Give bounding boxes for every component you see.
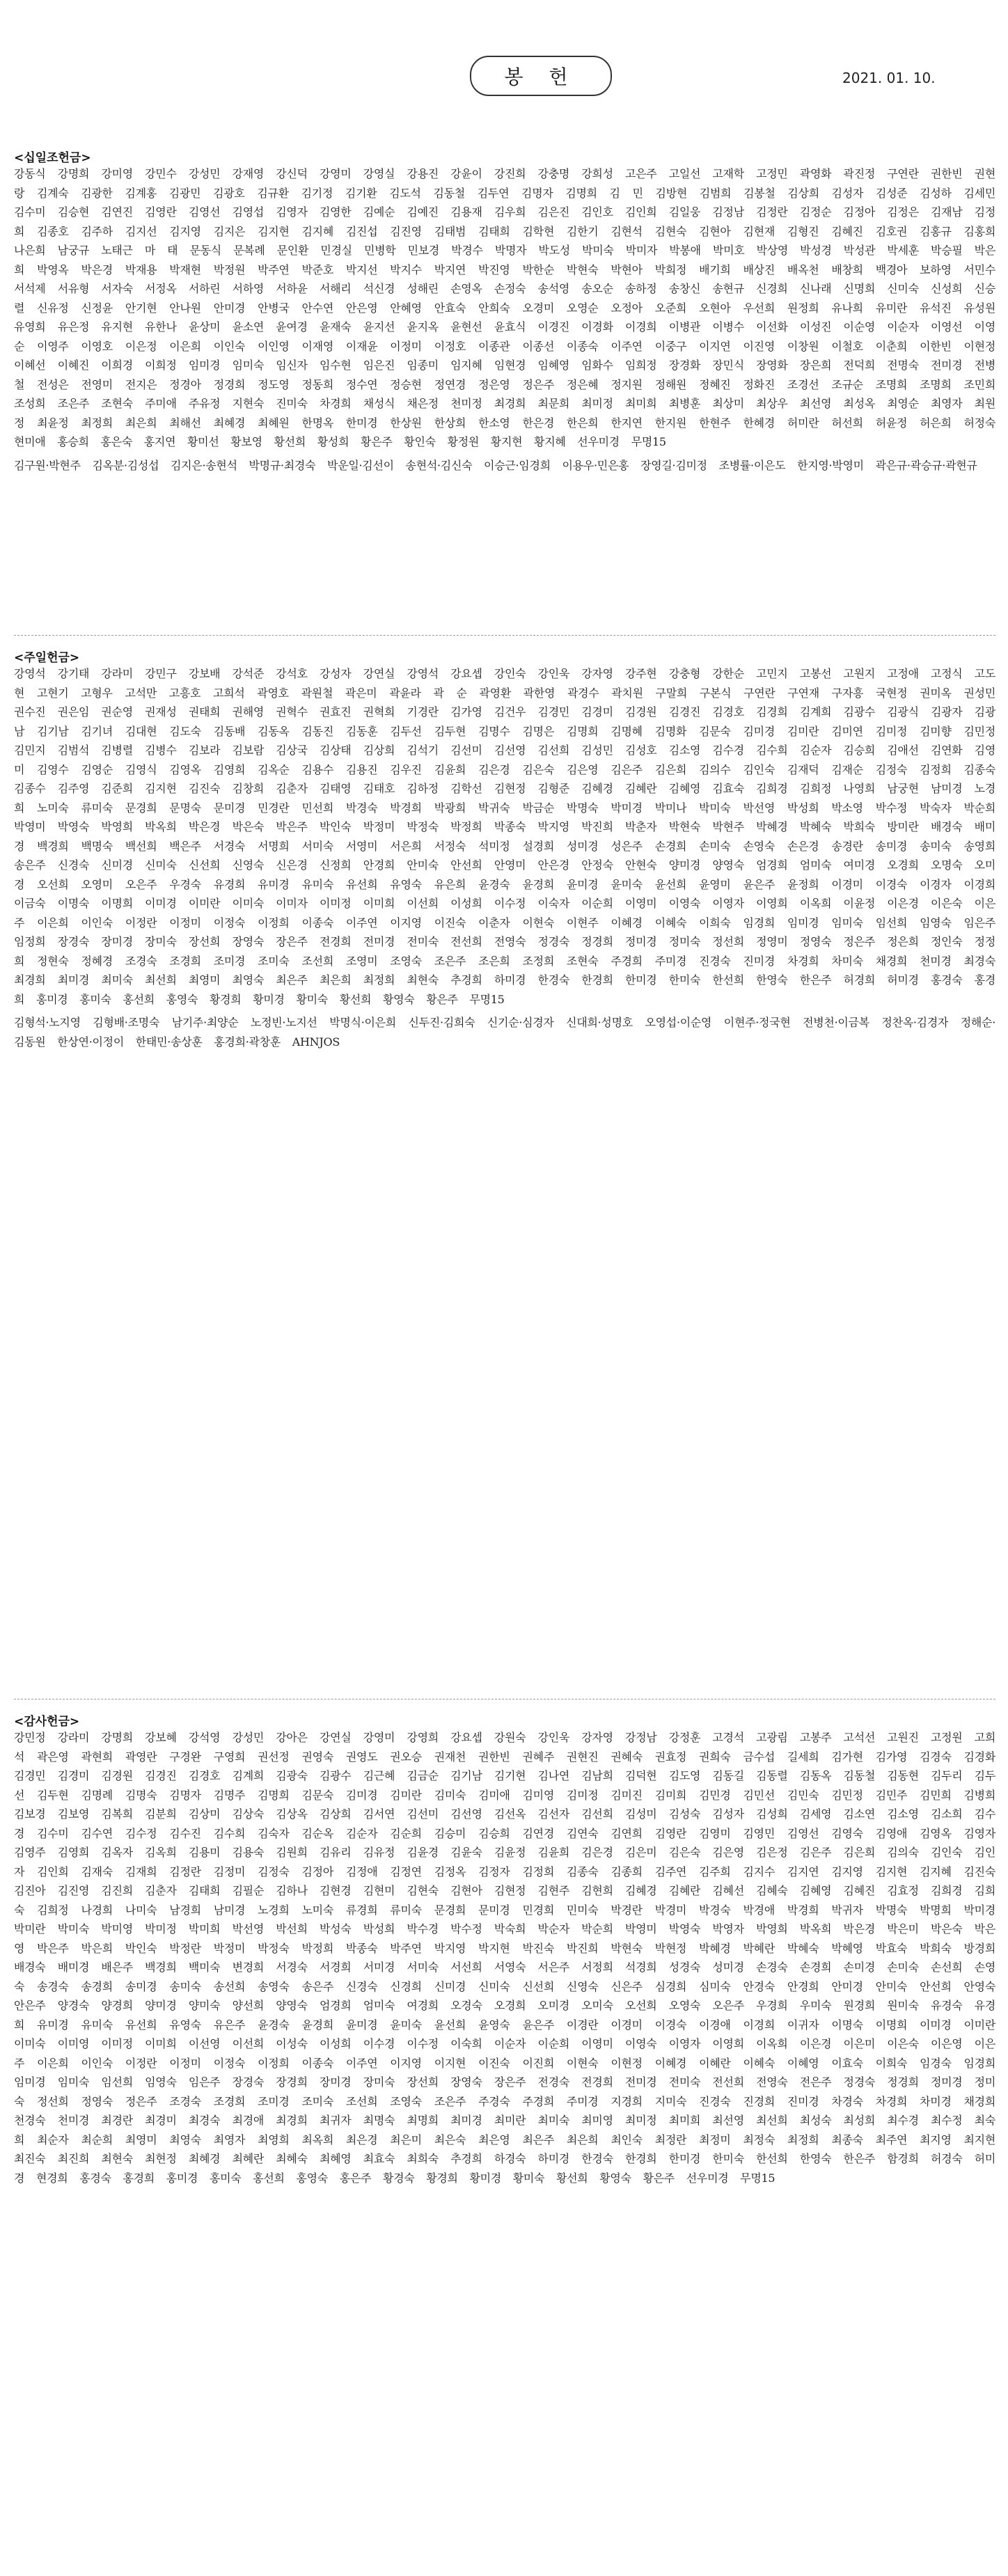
page-title: 봉 헌 xyxy=(470,56,612,96)
section-title: <주일헌금> xyxy=(14,651,80,665)
divider xyxy=(14,635,995,636)
section-tithe xyxy=(0,148,1008,628)
name-list-text: 강영석 강기태 강라미 강민구 강보배 강석준 강석호 강성자 강연실 강영석 강요셉 강인숙 강인욱 강자영 강주현 강충형 강한순 고민지 고봉선 고원지 고정애 고정식 고도현 고현기 고형우 고석만 고흥호 고희석 곽영호 곽원철 곽은미 곽윤라 곽 순 곽영환 곽한영 곽경수 곽치원 구말희 구본식 구연란 구연재 구자흥 국현정 권미옥 권성민 권수진 권은임 권순영 권재성 권태희 권해영 권혁수 권효진 권혁희 기경란 김가영 김건우 김경민 김경미 김경원 김경진 김경호 김경희 김계희 김광수 김광식 김광자 김광남 김기남 김기녀 김대현 김도숙 김동배 김동옥 김동진 김동훈 김두선 김두현 김명수 김명은 김명희 김명혜 김명화 김문숙 김미경 김미란 김미연 김미정 김미향 김민정 김민지 김범석 김병렬 김병수 김보라 김보람 김상국 김상태 김상희 김석기 김선미 김선영 김선희 김성민 김성호 김소영 김수경 김수희 김순자 김승희 김애선 김연화 김영미 김영수 김영순 김영식 김영옥 김영희 김옥순 김용수 김용진 김우진 김윤희 김은경 김은숙 김은영 김은주 김은희 김의수 김인숙 김재덕 김재순 김정숙 김정희 김종숙 김종수 김주영 김준희 김지현 김진숙 김창희 김춘자 김태영 김태호 김하정 김학선 김현정 김형준 김혜경 김혜란 김혜영 김효숙 김희경 김희정 나영희 남궁현 남미경 노경희 노미숙 류미숙 문경희 문명숙 문미경 민경란 민선희 박경숙 박경희 박광희 박귀숙 박금순 박명숙 박미경 박미나 박미숙 박선영 박성희 박소영 박수정 박숙자 박순희 박영미 박영숙 박영희 박옥희 박은경 박은숙 박은주 박인숙 박정미 박정숙 박정희 박종숙 박지영 박진희 박춘자 박현숙 박현주 박혜경 박혜숙 박희숙 방미란 배경숙 배미경 백경희 백명숙 백선희 백은주 서경숙 서명희 서미숙 서영미 서은희 서정숙 석미정 설경희 성미경 성은주 손경희 손미숙 손영숙 손은경 송경란 송미경 송미숙 송영희 송은주 신경숙 신미경 신미숙 신선희 신영숙 신은경 신정희 안경희 안미숙 안선희 안영미 안은경 안정숙 안현숙 양미경 양영숙 엄경희 엄미숙 여미경 오경희 오명숙 오미경 오선희 오영미 오은주 우경숙 유경희 유미경 유미숙 유선희 유영숙 유은희 윤경숙 윤경희 윤미경 윤미숙 윤선희 윤영미 윤은주 윤정희 이경미 이경숙 이경자 이경희 이금숙 이명숙 이명희 이미경 이미란 이미숙 이미자 이미정 이미희 이선희 이성희 이수정 이숙자 이순희 이영미 이영숙 이영자 이영희 이옥희 이윤정 이은경 이은숙 이은주 이은희 이인숙 이정란 이정미 이정숙 이정희 이종숙 이주연 이지영 이진숙 이춘자 이현숙 이현주 이혜경 이혜숙 이희숙 임경희 임미경 임미숙 임선희 임영숙 임은주 임정희 장경숙 장미경 장미숙 장선희 장영숙 장은주 전경희 전미경 전미숙 전선희 전영숙 정경숙 정경희 정미경 정미숙 정선희 정영미 정영숙 정은주 정은희 정인숙 정정희 정현숙 정혜경 조경숙 조경희 조미경 조미숙 조선희 조영미 조영숙 조은주 조은희 조정희 조현숙 주경희 주미경 진경숙 진미경 차경희 차미숙 채경희 천미경 최경숙 최경희 최미경 최미숙 최선희 최영미 최영숙 최은주 최은희 최정희 최현숙 추경희 하미경 한경숙 한경희 한미경 한미숙 한선희 한영숙 한은주 허경희 허미경 홍경숙 홍경희 홍미경 홍미숙 홍선희 홍영숙 황경희 황미경 황미숙 황선희 황영숙 황은주 무명15 xyxy=(14,667,995,1006)
document-date: 2021. 01. 10. xyxy=(842,70,936,86)
section-sunday xyxy=(0,647,1008,1692)
family-list-text: 김형석·노지영 김형배·조명숙 남기주·최양순 노정빈·노지선 박명식·이은희 신두진·김희숙 신기순·심경자 신대희·성명호 오영섭·이순영 이현주·정국현 전병천·이금복 정찬옥·김경자 정해순·김동원 한상연·이정이 한태민·송상훈 홍경희·곽창훈 AHNJOS xyxy=(14,1016,995,1049)
name-list xyxy=(14,1728,995,2188)
name-list-text: 강동식 강명희 강미영 강민수 강성민 강재영 강신덕 강영미 강영실 강용진 강윤이 강진희 강충명 강희성 고은주 고일선 고재학 고정민 곽영화 곽진정 구연란 권한빈 권현랑 김계숙 김광한 김계홍 김광민 김광호 김규환 김기정 김기환 김도석 김동철 김두연 김명자 김명희 김 민 김방현 김범희 김봉철 김상희 김성자 김성준 김성하 김세민 김수미 김승현 김연진 김영란 김영선 김영섭 김영자 김영한 김예순 김예진 김용재 김우희 김은진 김인호 김인희 김일웅 김정남 김정란 김정순 김정아 김정은 김재남 김정희 김종호 김주하 김지선 김지영 김지은 김지현 김지혜 김진섭 김진영 김태범 김태희 김학현 김한기 김현석 김현숙 김현아 김현재 김형진 김혜진 김호권 김홍규 김홍희 나은희 남궁규 노태근 마 태 문동식 문복례 문인환 민경실 민병학 민보경 박경수 박명자 박도성 박미숙 박미자 박봉애 박미호 박상영 박성경 박성관 박세훈 박승필 박은희 박영옥 박은경 박재용 박재현 박정원 박주연 박준호 박지선 박지수 박지연 박진영 박한순 박현숙 박현아 박희정 배기희 배상진 배옥천 배창희 백경아 보하영 서민수 서석제 서유형 서자숙 서정옥 서하린 서하영 서하윤 서해리 석신경 성해린 손영옥 손정숙 송석영 송오순 송하정 송창신 송현규 신경희 신나래 신명희 신미숙 신성희 신승렬 신유정 신정윤 안기현 안나원 안미경 안병국 안수연 안은영 안혜영 안효숙 안희숙 오경미 오영순 오정아 오준희 오현아 우선희 원정희 유나희 유미란 유석진 유성원 유영희 유은정 유지현 유한나 윤상미 윤소연 윤여경 윤재숙 윤지선 윤지옥 윤현선 윤효식 이경진 이경화 이경희 이병관 이병수 이선화 이성진 이순영 이순자 이영선 이영순 이영주 이영호 이은정 이은희 이인숙 이인영 이재영 이재윤 이정미 이정호 이종관 이종선 이종숙 이주연 이중구 이지연 이진영 이창원 이철호 이춘희 이한빈 이현정 이혜선 이혜진 이희경 이희정 임미경 임미숙 임신자 임수현 임은진 임종미 임지혜 임현경 임혜영 임화수 임희정 장경화 장민식 장영화 장은희 전덕희 전명숙 전미경 전병철 전성은 전영미 전지은 정경아 정경희 정도영 정동희 정수연 정승현 정연경 정은영 정은주 정은혜 정지원 정해원 정혜진 정화진 조경선 조규순 조명희 조명희 조민희 조성희 조은주 조현숙 주미애 주유정 지현숙 진미숙 차경희 채성식 채은정 천미정 최경희 최문희 최미정 최미희 최병훈 최상미 최상우 최선영 최성옥 최영순 최영자 최원정 최윤정 최정희 최은희 최해선 최혜경 최혜원 한명옥 한미경 한상원 한상희 한소영 한은경 한은희 한지연 한지원 한현주 한혜경 허미란 허선희 허윤정 허은희 허정숙 현미애 홍승희 홍은숙 홍지연 황미선 황보영 황선희 황성희 황은주 황인숙 황정원 황지현 황지혜 선우미경 무명15 xyxy=(14,167,995,448)
section-title: <감사헌금> xyxy=(14,1715,80,1729)
section-thanksgiving xyxy=(0,1711,1008,2568)
document-header xyxy=(0,0,1008,97)
section-title: <십일조헌금> xyxy=(14,151,91,165)
name-list xyxy=(14,164,995,475)
family-list-text: 김구원·박현주 김옥분·김성섭 김지은·송현석 박명규·최경숙 박운일·김선이 송현석·김신숙 이승근·임경희 이용우·민은홍 장영길·김미정 조병률·이은도 한지영·박영미 곽은규·곽승규·곽현규 xyxy=(14,458,977,472)
name-list xyxy=(14,664,995,1051)
name-list-text: 강민정 강라미 강명희 강보혜 강석영 강성민 강아은 강연실 강영미 강영희 강요셉 강원숙 강인욱 강자영 강정남 강정훈 고경석 고광림 고봉주 고석선 고원진 고정원 고희석 곽은영 곽현희 곽영란 구경완 구영희 권선정 권영숙 권영도 권오승 권재천 권한빈 권혜주 권현진 권혜숙 권효정 권희숙 금수섭 길세희 김가현 김가영 김경숙 김경화 김경민 김경미 김경원 김경진 김경호 김계희 김광숙 김광수 김근혜 김금순 김기남 김기현 김나연 김남희 김덕현 김도영 김동길 김동렬 김동옥 김동철 김동현 김두리 김두선 김두현 김명례 김명숙 김명자 김명주 김명희 김문숙 김미경 김미란 김미숙 김미애 김미영 김미정 김미진 김미희 김민경 김민선 김민숙 김민정 김민주 김민희 김병희 김보경 김보영 김복희 김분희 김상미 김상숙 김상옥 김상희 김서연 김선미 김선영 김선옥 김선자 김선희 김성미 김성숙 김성자 김성희 김세영 김소연 김소영 김소희 김수경 김수미 김수연 김수정 김수진 김수희 김숙자 김순옥 김순자 김순희 김승미 김승희 김연경 김연숙 김연희 김영란 김영미 김영민 김영선 김영숙 김영애 김영옥 김영자 김영주 김영희 김옥자 김옥희 김용미 김용숙 김원희 김유리 김유정 김윤경 김윤숙 김윤정 김윤희 김은경 김은미 김은숙 김은영 김은정 김은주 김은희 김의숙 김인숙 김인자 김인희 김재숙 김재희 김정란 김정미 김정숙 김정아 김정애 김정연 김정옥 김정자 김정희 김종숙 김종희 김주연 김주희 김지수 김지연 김지영 김지현 김지혜 김진숙 김진아 김진영 김진희 김춘자 김태희 김필순 김하나 김현경 김현미 김현숙 김현아 김현정 김현주 김현희 김혜경 김혜란 김혜선 김혜숙 김혜영 김혜진 김효정 김희경 김희숙 김희정 나경희 나미숙 남경희 남미경 노경희 노미숙 류경희 류미숙 문경희 문미경 민경희 민미숙 박경란 박경미 박경숙 박경애 박경희 박귀자 박명숙 박명희 박미경 박미란 박미숙 박미영 박미정 박미희 박선영 박선희 박성숙 박성희 박수경 박수정 박숙희 박순자 박순희 박영미 박영숙 박영자 박영희 박옥희 박은경 박은미 박은숙 박은영 박은주 박은희 박인숙 박정란 박정미 박정숙 박정희 박종숙 박주연 박지영 박지현 박진숙 박진희 박현숙 박현정 박혜경 박혜란 박혜숙 박혜영 박효숙 박희숙 방경희 배경숙 배미경 배은주 백경희 백미숙 변경희 서경숙 서경희 서미경 서미숙 서선희 서영숙 서은주 서정희 석경희 성경숙 성미경 손경숙 손경희 손미경 손미숙 손선희 손영숙 송경숙 송경희 송미경 송미숙 송선희 송영숙 송은주 신경숙 신경희 신미경 신미숙 신선희 신영숙 신은주 심경희 심미숙 안경숙 안경희 안미경 안미숙 안선희 안영숙 안은주 양경숙 양경희 양미경 양미숙 양선희 양영숙 엄경희 엄미숙 여경희 오경숙 오경희 오미경 오미숙 오선희 오영숙 오은주 우경희 우미숙 원경희 원미숙 유경숙 유경희 유미경 유미숙 유선희 유영숙 유은주 윤경숙 윤경희 윤미경 윤미숙 윤선희 윤영숙 윤은주 이경란 이경미 이경숙 이경애 이경희 이귀자 이명숙 이명희 이미경 이미란 이미숙 이미영 이미정 이미희 이선영 이선희 이성숙 이성희 이수경 이수정 이숙희 이순자 이순희 이영미 이영숙 이영자 이영희 이옥희 이은경 이은미 이은숙 이은영 이은주 이은희 이인숙 이정란 이정미 이정숙 이정희 이종숙 이주연 이지영 이지현 이진숙 이진희 이현숙 이현정 이혜경 이혜란 이혜숙 이혜영 이효숙 이희숙 임경숙 임경희 임미경 임미숙 임선희 임영숙 임은주 장경숙 장경희 장미경 장미숙 장선희 장영숙 장은주 전경숙 전경희 전미경 전미숙 전선희 전영숙 전은주 정경숙 정경희 정미경 정미숙 정선희 정영숙 정은주 조경숙 조경희 조미경 조미숙 조선희 조영숙 조은주 주경숙 주경희 주미경 지경희 지미숙 진경숙 진경희 진미경 차경숙 차경희 차미경 채경희 천경숙 천미경 최경란 최경미 최경숙 최경애 최경희 최귀자 최명숙 최명희 최미경 최미란 최미숙 최미영 최미정 최미희 최선영 최선희 최성숙 최성희 최수경 최수정 최숙희 최순자 최순희 최영미 최영숙 최영자 최영희 최옥희 최은경 최은미 최은숙 최은영 최은주 최은희 최인숙 최정란 최정미 최정숙 최정희 최종숙 최주연 최지영 최지현 최진숙 최진희 최현숙 최현정 최혜경 최혜란 최혜숙 최혜영 최효숙 최희숙 추경희 하경숙 하미경 한경숙 한경희 한미경 한미숙 한선희 한영숙 한은주 함경희 허경숙 허미경 현경희 홍경숙 홍경희 홍미경 홍미숙 홍선희 홍영숙 홍은주 황경숙 황경희 황미경 황미숙 황선희 황영숙 황은주 선우미경 무명15 xyxy=(14,1731,995,2185)
